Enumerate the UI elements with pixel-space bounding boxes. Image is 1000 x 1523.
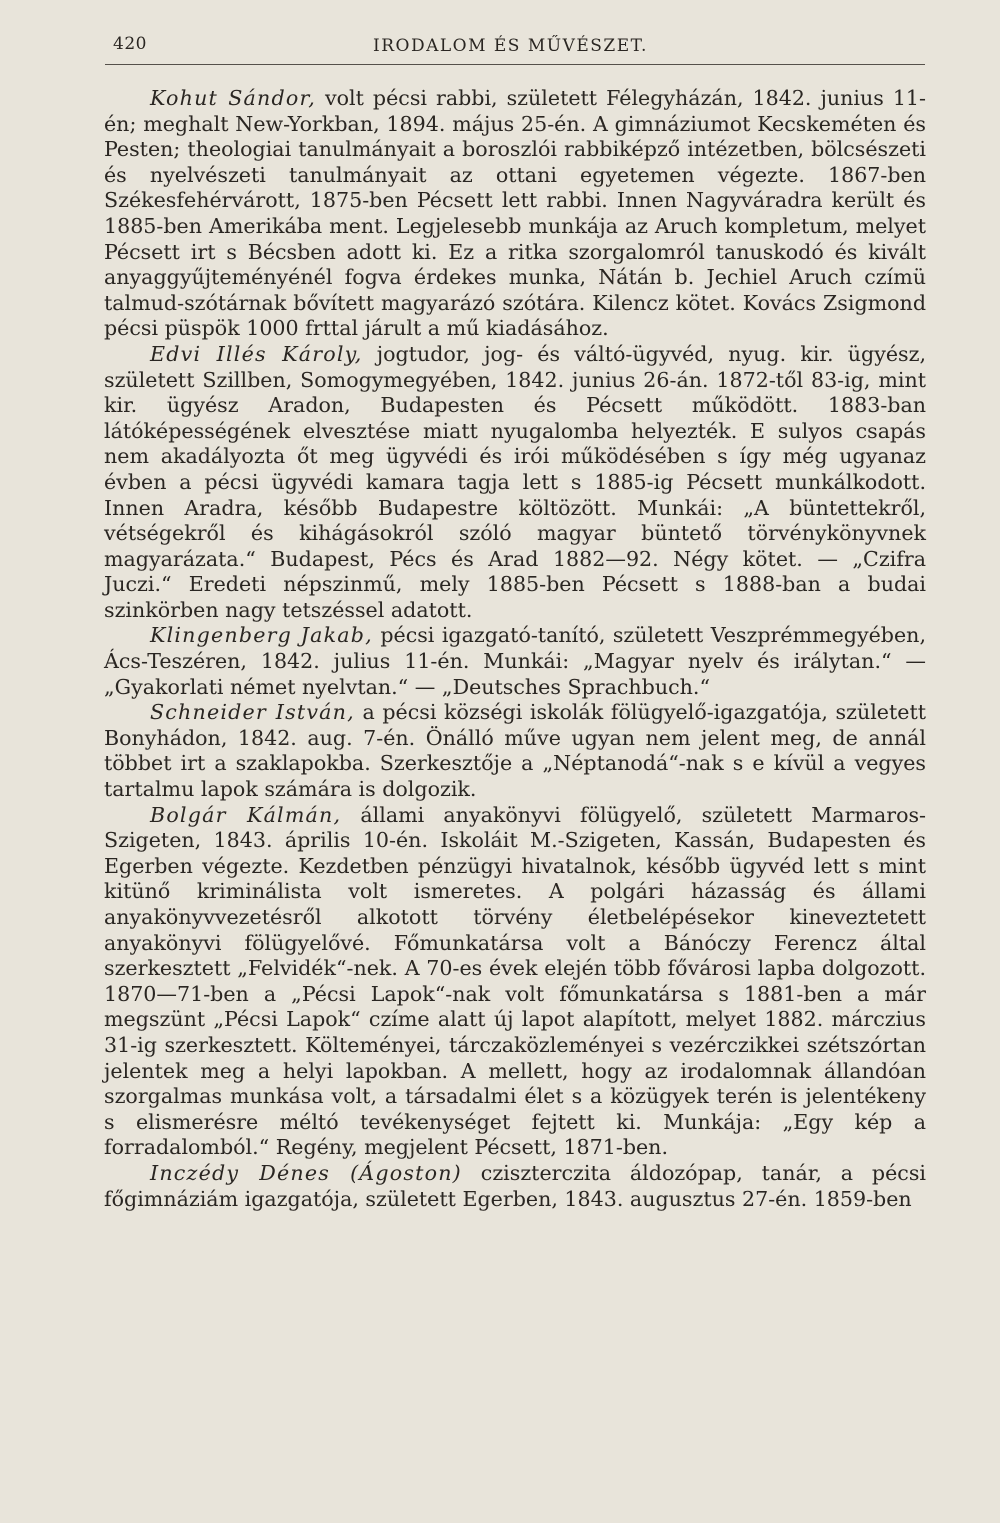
- entry-text: volt pécsi rabbi, született Félegyházán, 1842. junius 11-én; meghalt New-Yorkban, 1894. május 25-én. A gimnáziumot Kecskeméten és Pesten; theologiai tanulmányait a boroszlói rabbiképző intézetben, bölcsészeti és nyelvészeti tanulmányait az ottani egyetemen végezte. 1867-ben Székesfehérvárott, 1875-ben Pécsett lett rabbi. Innen Nagyváradra került és 1885-ben Amerikába ment. Legjelesebb munkája az Aruch kompletum, melyet Pécsett irt s Bécsben adott ki. Ez a ritka szorgalomról tanuskodó és kivált anyaggyűjteményénél fogva érdekes munka, Nátán b. Jechiel Aruch czímü talmud-szótárnak bővített magyarázó szótára. Kilencz kötet. Kovács Zsigmond pécsi püspök 1000 frttal járult a mű kiadásához.: [104, 86, 926, 341]
- entry-text: állami anyakönyvi fölügyelő, született Marmaros-Szigeten, 1843. április 10-én. Iskoláit M.-Szigeten, Kassán, Budapesten és Egerben végezte. Kezdetben pénzügyi hivatalnok, később ügyvéd lett s mint kitünő kriminálista volt ismeretes. A polgári házasság és állami anyakönyvvezetésről alkotott törvény életbelépésekor kineveztetett anyakönyvi fölügyelővé. Főmunkatársa volt a Bánóczy Ferencz által szerkesztett „Felvidék“-nek. A 70-es évek elején több fővárosi lapba dolgozott. 1870—71-ben a „Pécsi Lapok“-nak volt főmunkatársa s 1881-ben a már megszünt „Pécsi Lapok“ czíme alatt új lapot alapított, melyet 1882. márczius 31-ig szerkesztett. Költeményei, tárczaközleményei s vezérczikkei szétszórtan jelentek meg a helyi lapokban. A mellett, hogy az irodalomnak állandóan szorgalmas munkása volt, a társadalmi élet s a közügyek terén is jelentékeny s elismerésre méltó tevékenységet fejtett ki. Munkája: „Egy kép a forradalomból.“ Regény, megjelent Pécsett, 1871-ben.: [104, 802, 926, 1160]
- entry-name: Klingenberg Jakab,: [150, 623, 373, 648]
- entry-schneider: [104, 700, 926, 802]
- entry-name: Kohut Sándor,: [150, 86, 316, 110]
- entry-bolgar: [104, 803, 926, 1161]
- entry-edvi-illes: [104, 342, 926, 624]
- running-head: IRODALOM ÉS MŰVÉSZET.: [373, 36, 648, 56]
- entry-name: Edvi Illés Károly,: [150, 341, 363, 366]
- entry-name: Inczédy Dénes (Ágoston): [150, 1160, 462, 1185]
- entry-text: pécsi igazgató-tanító, született Veszprémmegyében, Ács-Teszéren, 1842. julius 11-én. Munkái: „Magyar nyelv és irálytan.“ — „Gyakorlati német nyelvtan.“ — „Deutsches Sprachbuch.“: [104, 623, 926, 699]
- entry-inczedy: [104, 1161, 926, 1212]
- biography-column: [104, 86, 926, 1212]
- entry-text: cziszterczita áldozópap, tanár, a pécsi főgimnáziám igazgatója, született Egerben, 1843. augusztus 27-én. 1859-ben: [104, 1160, 926, 1211]
- page-number: 420: [113, 34, 147, 54]
- entry-name: Bolgár Kálmán,: [150, 802, 342, 827]
- entry-name: Schneider István,: [150, 700, 355, 725]
- page-header: [105, 34, 925, 64]
- header-rule: [105, 64, 925, 65]
- entry-klingenberg: [104, 623, 926, 700]
- entry-text: jogtudor, jog- és váltó-ügyvéd, nyug. kir. ügyész, született Szillben, Somogymegyében, 1842. junius 26-án. 1872-től 83-ig, mint kir. ügyész Aradon, Budapesten és Pécsett működött. 1883-ban látóképességének elvesztése miatt nyugalomba helyezték. E sulyos csapás nem akadályozta őt meg ügyvédi és irói működésében s így még ugyanaz évben a pécsi ügyvédi kamara tagja lett s 1885-ig Pécsett munkálkodott. Innen Aradra, később Budapestre költözött. Munkái: „A büntettekről, vétségekről és kihágásokról szóló magyar büntető törvénykönyvnek magyarázata.“ Budapest, Pécs és Arad 1882—92. Négy kötet. — „Czifra Juczi.“ Eredeti népszinmű, mely 1885-ben Pécsett s 1888-ban a budai szinkörben nagy tetszéssel adatott.: [104, 341, 926, 622]
- entry-text: a pécsi községi iskolák fölügyelő-igazgatója, született Bonyhádon, 1842. aug. 7-én. Önálló műve ugyan nem jelent meg, de annál többet irt a szaklapokba. Szerkesztője a „Néptanodá“-nak s e kívül a vegyes tartalmu lapok számára is dolgozik.: [104, 700, 926, 802]
- entry-kohut: [104, 86, 926, 342]
